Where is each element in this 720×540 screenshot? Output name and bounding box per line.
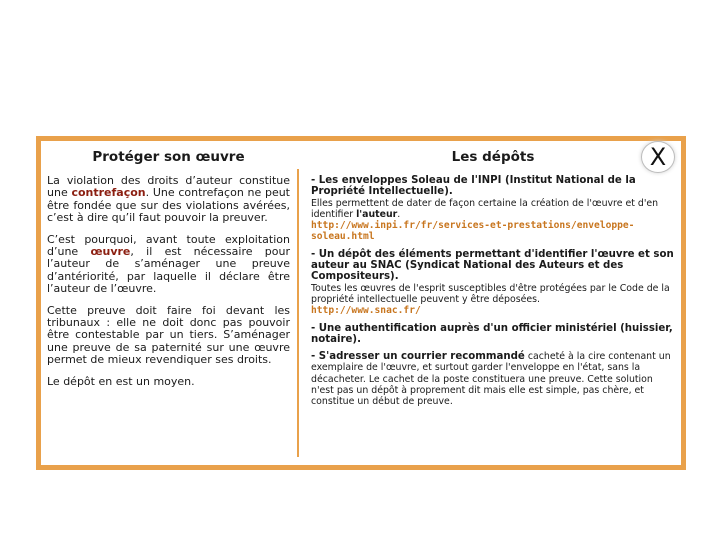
content-panel: [41, 141, 681, 465]
depot-item-inpi: - Les enveloppes Soleau de l'INPI (Institut National de la Propriété Intellectuelle). Elles permettent de dater de façon certaine la création de l'œuvre et d'en identifier l'auteur. http://www.inpi.fr/fr/services-et-prestations/enveloppe-soleau.html: [311, 175, 659, 243]
left-paragraph-4: Le dépôt en est un moyen.: [47, 374, 195, 388]
snac-link[interactable]: http://www.snac.fr/: [311, 305, 421, 317]
close-icon: X: [649, 143, 667, 171]
depot-heading-courrier: - S'adresser un courrier recommandé: [311, 351, 525, 363]
keyword-contrefacon: contrefaçon: [71, 186, 146, 200]
left-column: [41, 141, 296, 465]
keyword-oeuvre: œuvre: [90, 245, 131, 259]
left-title: Protéger son œuvre: [92, 149, 245, 165]
depot-item-courrier: - S'adresser un courrier recommandé cacheté à la cire contenant un exemplaire de l'œuvre, et surtout garder l'enveloppe en l'état, sans la décacheter. Le cachet de la poste constituera une preuve. Cette solution n'est pas un dépôt à proprement dit mais elle est simple, pas chère, et constitue un début de preuve.: [311, 351, 671, 408]
depot-heading-inpi: - Les enveloppes Soleau de l'INPI (Institut National de la Propriété Intellectuelle).: [311, 175, 636, 198]
left-paragraph-1: La violation des droits d’auteur constitue une contrefaçon. Une contrefaçon ne peut être fondée que sur des violations avérées, c’est à dire qu’il faut pouvoir la preuver.: [47, 174, 290, 225]
right-column: [303, 141, 681, 465]
close-button[interactable]: [641, 141, 675, 173]
depot-heading-snac: - Un dépôt des éléments permettant d'identifier l'œuvre et son auteur au SNAC (Syndicat National des Auteurs et des Compositeurs).: [311, 248, 674, 283]
depot-item-snac: - Un dépôt des éléments permettant d'identifier l'œuvre et son auteur au SNAC (Syndicat National des Auteurs et des Compositeurs). Toutes les œuvres de l'esprit susceptibles d'être protégées par le Code de la propriété intellectuelle peuvent y être déposées. http://www.snac.fr/: [311, 248, 674, 317]
depot-item-authentification: [311, 323, 675, 346]
right-title: Les dépôts: [451, 149, 535, 165]
left-paragraph-3: Cette preuve doit faire foi devant les tribunaux : elle ne doit donc pas pouvoir être contestable par un tiers. S’aménager une preuve de sa paternité sur une œuvre permet de mieux revendiquer ses droits.: [47, 303, 290, 367]
depot-heading-authentification: - Une authentification auprès d'un officier ministériel (huissier, notaire).: [311, 322, 673, 345]
content-frame: [36, 136, 686, 470]
left-paragraph-2: C’est pourquoi, avant toute exploitation d’une œuvre, il est nécessaire pour l’auteur de s’aménager une preuve d’antériorité, par laquelle il déclare être l’auteur de l’œuvre.: [47, 232, 290, 296]
inpi-link[interactable]: http://www.inpi.fr/fr/services-et-prestations/enveloppe-soleau.html: [311, 220, 635, 243]
column-divider: [297, 169, 299, 457]
